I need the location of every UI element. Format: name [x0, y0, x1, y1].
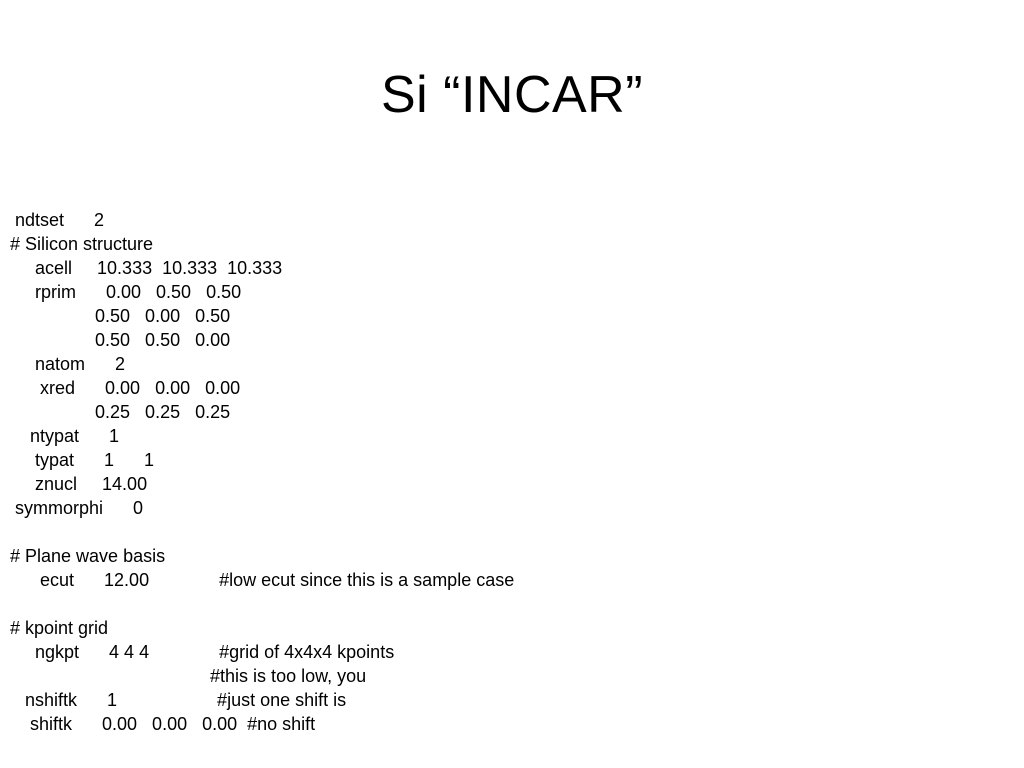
line-xred-row2: 0.25 0.25 0.25: [10, 402, 231, 422]
line-ndtset: ndtset 2: [10, 210, 105, 230]
line-znucl: znucl 14.00: [10, 474, 148, 494]
line-xred: xred 0.00 0.00 0.00: [10, 378, 241, 398]
line-rprim-row2: 0.50 0.00 0.50: [10, 306, 231, 326]
line-typat: typat 1 1: [10, 450, 155, 470]
line-shiftk: shiftk 0.00 0.00 0.00 #no shift: [10, 714, 316, 734]
line-ecut: ecut 12.00 #low ecut since this is a sample case: [10, 570, 515, 590]
line-acell: acell 10.333 10.333 10.333: [10, 258, 283, 278]
line-rprim-row3: 0.50 0.50 0.00: [10, 330, 231, 350]
comment-too-low: #this is too low, you: [10, 666, 367, 686]
line-nshiftk: nshiftk 1 #just one shift is: [10, 690, 347, 710]
line-rprim: rprim 0.00 0.50 0.50: [10, 282, 242, 302]
line-symmorphi: symmorphi 0: [10, 498, 144, 518]
blank-line: [10, 592, 1010, 616]
input-file-listing: [10, 208, 1010, 736]
line-natom: natom 2: [10, 354, 126, 374]
comment-plane-wave-basis: # Plane wave basis: [10, 546, 166, 566]
slide-title: Si “INCAR”: [380, 66, 644, 124]
blank-line: [10, 520, 1010, 544]
line-ngkpt: ngkpt 4 4 4 #grid of 4x4x4 kpoints: [10, 642, 395, 662]
line-ntypat: ntypat 1: [10, 426, 120, 446]
comment-kpoint-grid: # kpoint grid: [10, 618, 109, 638]
comment-silicon-structure: # Silicon structure: [10, 234, 154, 254]
